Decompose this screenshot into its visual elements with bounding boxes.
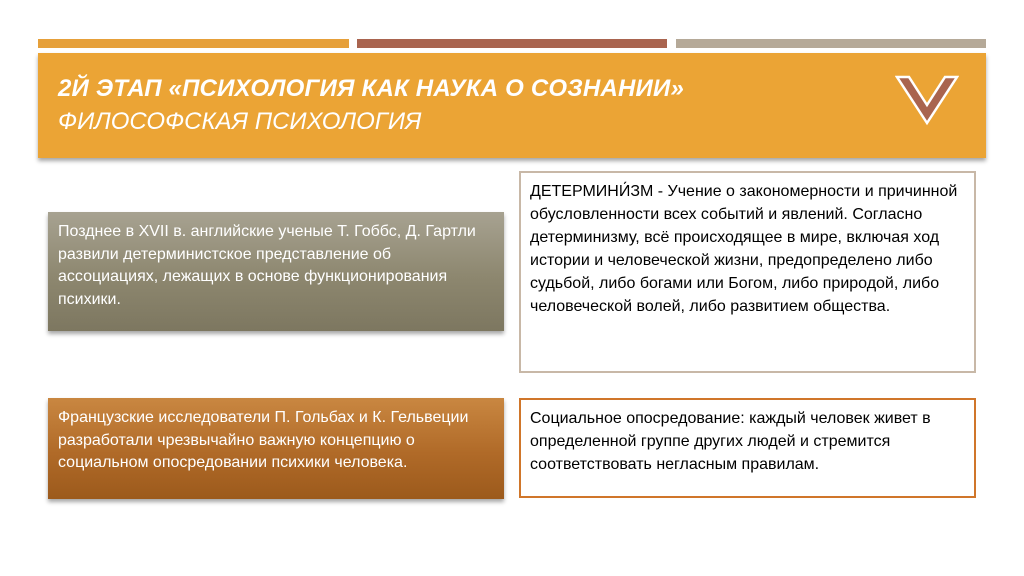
accent-bar-left	[38, 39, 349, 48]
accent-bar-right	[676, 39, 986, 48]
chevron-down-icon[interactable]	[895, 71, 959, 127]
title-banner	[38, 53, 986, 158]
text-box-social-mediation: Социальное опосредование: каждый человек живет в определенной группе других людей и стремится соответствовать негласным правилам.	[519, 398, 976, 498]
text-box-hobbes-hartley: Позднее в XVII в. английские ученые Т. Гоббс, Д. Гартли развили детерминистское представление об ассоциациях, лежащих в основе функционирования психики.	[48, 212, 504, 331]
text-box-determinism-definition: ДЕТЕРМИНИ́ЗМ - Учение о закономерности и причинной обусловленности всех событий и явлений. Согласно детерминизму, всё происходящее в мире, включая ход истории и человеческой жизни, предопределено либо судьбой, либо богами или Богом, либо природой, либо человеческой волей, либо развитием общества.	[519, 171, 976, 373]
slide-title: 2Й ЭТАП «ПСИХОЛОГИЯ КАК НАУКА О СОЗНАНИИ»	[58, 75, 684, 102]
slide-subtitle: ФИЛОСОФСКАЯ ПСИХОЛОГИЯ	[58, 108, 422, 135]
text-box-holbach-helvetius: Французские исследователи П. Гольбах и К. Гельвеции разработали чрезвычайно важную концепцию о социальном опосредовании психики человека.	[48, 398, 504, 499]
accent-bar-middle	[357, 39, 667, 48]
